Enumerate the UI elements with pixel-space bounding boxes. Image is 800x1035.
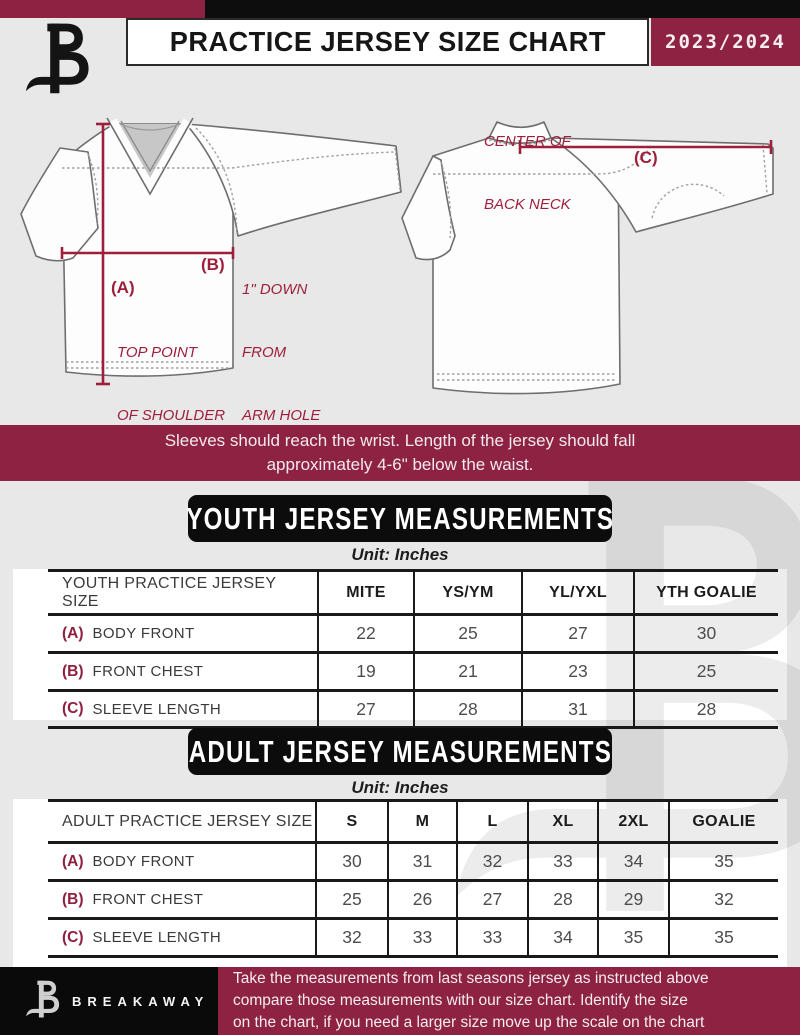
value-cell: 34: [527, 920, 597, 955]
value-cell: 30: [633, 616, 778, 651]
value-cell: 31: [387, 844, 456, 879]
value-cell: 32: [668, 882, 778, 917]
arm-hole-note: 1" DOWN FROM ARM HOLE: [242, 281, 321, 424]
footer-line-2: compare those measurements with our size chart. Identify the size: [233, 992, 688, 1009]
row-label-cell: (A) BODY FRONT: [62, 852, 195, 870]
column-header: 2XL: [597, 802, 668, 841]
value-cell: 27: [456, 882, 527, 917]
table-row: [48, 616, 778, 654]
value-cell: 34: [597, 844, 668, 879]
adult-section-title: ADULT JERSEY MEASUREMENTS: [188, 728, 612, 775]
top-strip: [0, 0, 800, 18]
value-cell: 32: [456, 844, 527, 879]
fit-instruction-banner: [0, 425, 800, 481]
value-cell: 27: [317, 692, 413, 726]
footer-line-1: Take the measurements from last seasons jersey as instructed above: [233, 970, 709, 987]
measurement-label-a: (A): [111, 278, 135, 297]
measurement-label-c: (C): [634, 148, 658, 167]
breakaway-logo-icon: [26, 22, 90, 102]
row-label-cell: (C) SLEEVE LENGTH: [62, 700, 222, 718]
footer: [0, 967, 800, 1035]
row-label-cell: (B) FRONT CHEST: [62, 890, 204, 908]
value-cell: 19: [317, 654, 413, 689]
value-cell: 28: [413, 692, 521, 726]
column-header: YL/YXL: [521, 572, 633, 613]
row-label-cell: (C) SLEEVE LENGTH: [62, 928, 222, 946]
value-cell: 31: [521, 692, 633, 726]
adult-size-table: [48, 799, 778, 958]
column-header: MITE: [317, 572, 413, 613]
row-label-cell: (B) FRONT CHEST: [62, 662, 204, 680]
table-row: [48, 882, 778, 920]
value-cell: 26: [387, 882, 456, 917]
column-header: YOUTH PRACTICE JERSEY SIZE: [62, 574, 277, 610]
column-header: M: [387, 802, 456, 841]
page-title-box: [126, 18, 649, 66]
row-label-cell: (A) BODY FRONT: [62, 624, 195, 642]
measurement-label-b: (B): [201, 255, 225, 274]
value-cell: 30: [315, 844, 387, 879]
column-header: L: [456, 802, 527, 841]
footer-brand-block: [0, 967, 218, 1035]
column-header: XL: [527, 802, 597, 841]
column-header: S: [315, 802, 387, 841]
column-header: YS/YM: [413, 572, 521, 613]
value-cell: 33: [527, 844, 597, 879]
column-header: YTH GOALIE: [633, 572, 778, 613]
youth-section-title: YOUTH JERSEY MEASUREMENTS: [188, 495, 612, 542]
banner-line-1: Sleeves should reach the wrist. Length of the jersey should fall: [164, 431, 636, 450]
top-point-note: TOP POINT OF SHOULDER: [117, 344, 226, 424]
table-row: [48, 920, 778, 958]
value-cell: 32: [315, 920, 387, 955]
youth-table-header-row: [48, 569, 778, 616]
season-label: 2023/2024: [665, 31, 786, 53]
value-cell: 21: [413, 654, 521, 689]
adult-table-header-row: [48, 799, 778, 844]
back-neck-note: CENTER OF BACK NECK: [484, 133, 571, 213]
value-cell: 25: [633, 654, 778, 689]
value-cell: 22: [317, 616, 413, 651]
value-cell: 35: [597, 920, 668, 955]
youth-unit-label: Unit: Inches: [351, 545, 449, 564]
value-cell: 27: [521, 616, 633, 651]
table-row: [48, 692, 778, 729]
adult-unit-label: Unit: Inches: [351, 778, 449, 797]
value-cell: 35: [668, 920, 778, 955]
page-title: PRACTICE JERSEY SIZE CHART: [169, 26, 606, 57]
value-cell: 28: [633, 692, 778, 726]
brand-name: BREAKAWAY: [72, 993, 210, 1009]
banner-line-2: approximately 4-6" below the waist.: [266, 455, 534, 474]
value-cell: 33: [456, 920, 527, 955]
table-row: [48, 844, 778, 882]
value-cell: 29: [597, 882, 668, 917]
footer-instructions: [218, 967, 800, 1035]
value-cell: 25: [315, 882, 387, 917]
table-row: [48, 654, 778, 692]
value-cell: 23: [521, 654, 633, 689]
value-cell: 35: [668, 844, 778, 879]
season-badge: [651, 18, 800, 66]
footer-line-3: on the chart, if you need a larger size move up the scale on the chart: [233, 1014, 705, 1031]
value-cell: 28: [527, 882, 597, 917]
value-cell: 33: [387, 920, 456, 955]
column-header: GOALIE: [668, 802, 778, 841]
youth-size-table: [48, 569, 778, 729]
column-header: ADULT PRACTICE JERSEY SIZE: [62, 812, 313, 830]
top-strip-accent: [0, 0, 205, 18]
breakaway-logo-icon: [26, 980, 60, 1022]
value-cell: 25: [413, 616, 521, 651]
